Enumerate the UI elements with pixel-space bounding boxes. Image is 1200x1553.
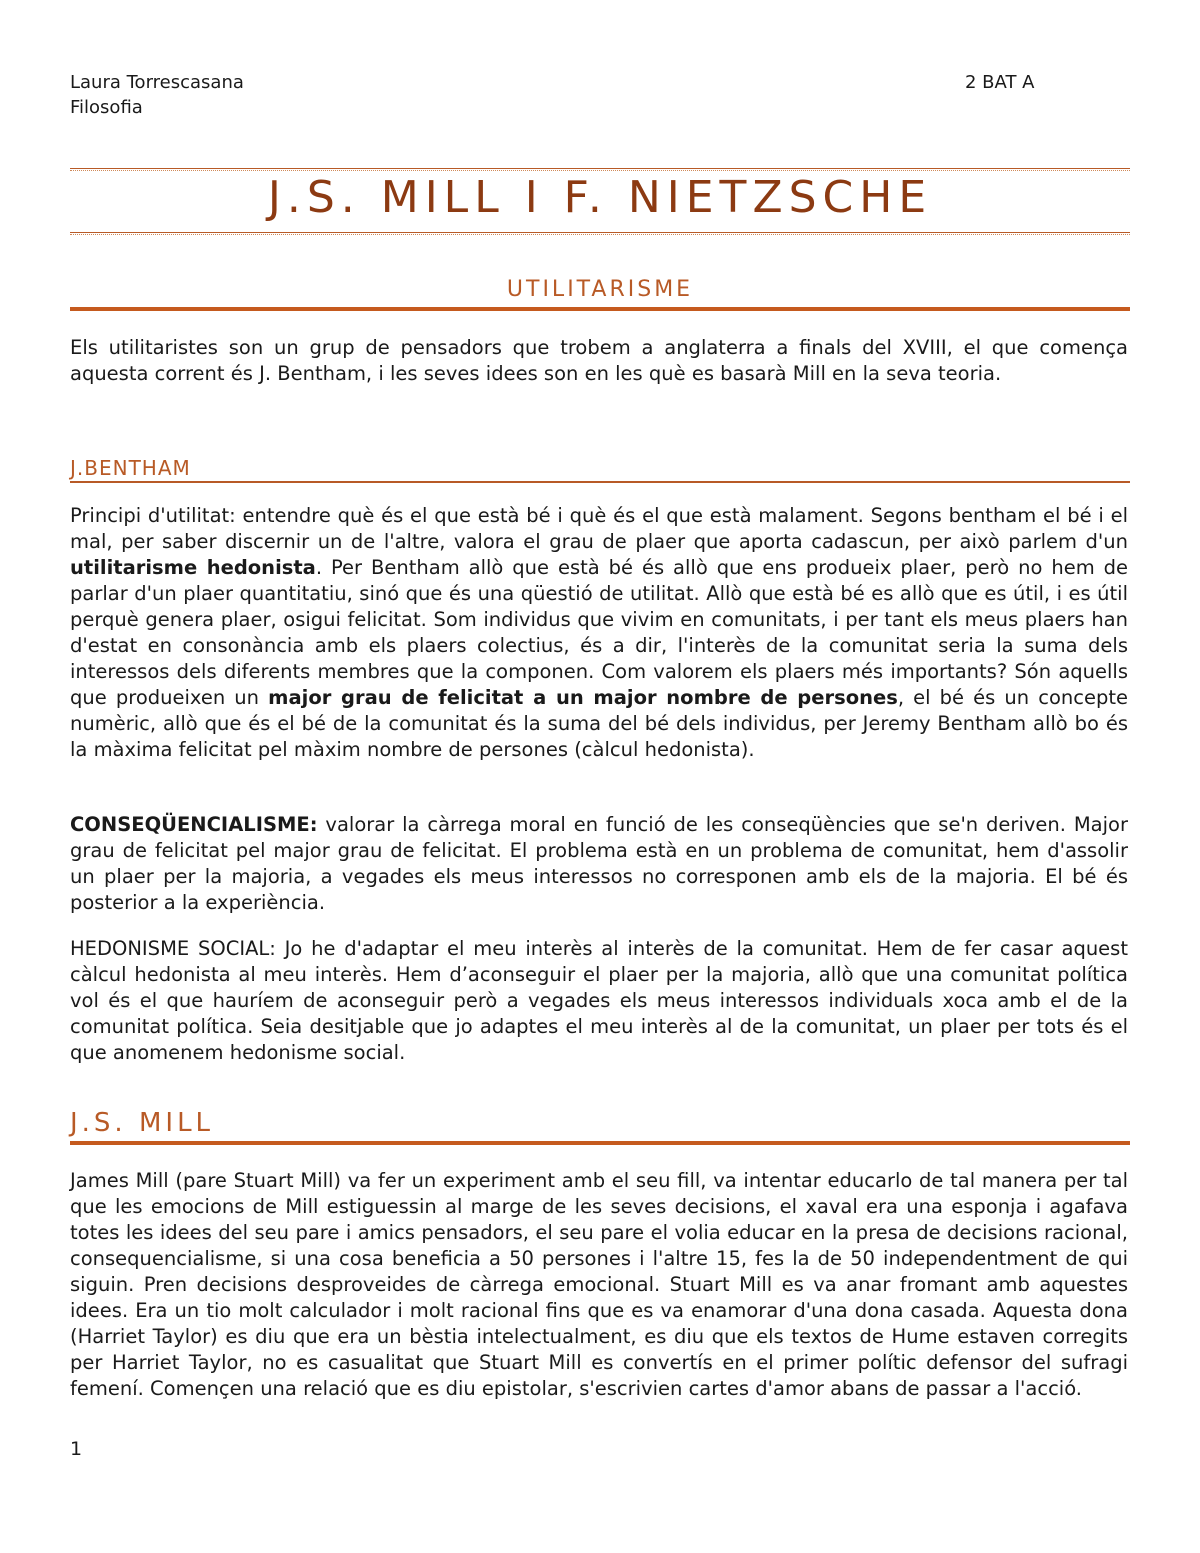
bold-term: major grau de felicitat a un major nombre de persones bbox=[268, 686, 898, 709]
heading-bentham: J.BENTHAM bbox=[70, 456, 191, 480]
class-group: 2 BAT A bbox=[965, 72, 1035, 93]
text-run: valorar la càrrega moral en funció de les conseqüències que se'n deriven. Major grau de felicitat pel major grau de felicitat. El problema està en un problema de comunitat, hem d'assolir un plaer per la majoria, a vegades els meus interessos no corresponen amb els de la majoria. El bé és posterior a la experiència. bbox=[70, 813, 1128, 914]
document-header bbox=[70, 70, 1130, 120]
heading-utilitarisme: UTILITARISME bbox=[506, 277, 694, 302]
paragraph-mill: James Mill (pare Stuart Mill) va fer un experiment amb el seu fill, va intentar educarlo de tal manera per tal que les emocions de Mill estiguessin al marge de les seves decisions, el xaval era una esponja i agafava totes les idees del seu pare i amics pensadors, el seu pare el volia educar en la presa de decisions racional, consequencialisme, si una cosa beneficia a 50 persones i l'altre 15, fes la de 50 independentment de qui siguin. Pren decisions desproveides de càrrega emocional. Stuart Mill es va anar fromant amb aquestes idees. Era un tio molt calculador i molt racional fins que es va enamorar d'una dona casada. Aquesta dona (Harriet Taylor) es diu que era un bèstia intelectualment, es diu que els textos de Hume estaven corregits per Harriet Taylor, no es casualitat que Stuart Mill es convertís en el primer polític defensor del sufragi femení. Començen una relació que es diu epistolar, s'escrivien cartes d'amor abans de passar a l'acció. bbox=[70, 1169, 1128, 1400]
author-name: Laura Torrescasana bbox=[70, 72, 244, 93]
heading-rule-bentham bbox=[70, 481, 1130, 483]
page-number: 1 bbox=[70, 1438, 83, 1460]
document-page bbox=[70, 0, 1130, 1553]
paragraph-hedonisme-social: HEDONISME SOCIAL: Jo he d'adaptar el meu interès al interès de la comunitat. Hem de fer casar aquest càlcul hedonista al meu interès. Hem d’aconseguir el plaer per la majoria, allò que una comunitat política vol és el que hauríem de aconseguir però a vegades els meus interessos individuals xoca amb el de la comunitat política. Seia desitjable que jo adaptes el meu interès al de la comunitat, un plaer per tots és el que anomenem hedonisme social. bbox=[70, 937, 1128, 1064]
text-run: Principi d'utilitat: entendre què és el que està bé i què és el que està malament. Segons bentham el bé i el mal, per saber discernir un de l'altre, valora el grau de plaer que aporta cadascun, per això parlem d'un bbox=[70, 504, 1128, 553]
title-rule-top bbox=[70, 168, 1130, 169]
heading-rule-mill bbox=[70, 1141, 1130, 1145]
paragraph-utilitarisme: Els utilitaristes son un grup de pensadors que trobem a anglaterra a finals del XVIII, el que comença aquesta corrent és J. Bentham, i les seves idees son en les què es basarà Mill en la seva teoria. bbox=[70, 336, 1128, 385]
heading-mill: J.S. MILL bbox=[70, 1108, 215, 1138]
title-rule-bottom bbox=[70, 232, 1130, 233]
bold-term: utilitarisme hedonista bbox=[70, 556, 316, 579]
paragraph-consequencialisme bbox=[70, 812, 1128, 916]
subject-name: Filosofia bbox=[70, 97, 143, 118]
text-run: . Per Bentham allò que està bé és allò que ens produeix plaer, però no hem de parlar d'un plaer quantitatiu, sinó que és una qüestió de utilitat. Allò que està bé es allò que es útil, i es útil perquè genera plaer, osigui felicitat. Som individus que vivim en comunitats, i per tant els meus plaers han d'estat en consonància amb els plaers colectius, és a dir, l'interès de la comunitat seria la suma dels interessos dels diferents membres que la componen. Com valorem els plaers més importants? Són aquells que produeixen un bbox=[70, 556, 1128, 709]
heading-rule-utilitarisme bbox=[70, 307, 1130, 311]
bold-term: CONSEQÜENCIALISME: bbox=[70, 813, 318, 836]
text-run: , el bé és un concepte numèric, allò que és el bé de la comunitat és la suma del bé dels individus, per Jeremy Bentham allò bo és la màxima felicitat pel màxim nombre de persones (càlcul hedonista). bbox=[70, 686, 1128, 761]
document-title: J.S. MILL I F. NIETZSCHE bbox=[267, 172, 933, 223]
paragraph-bentham-principle bbox=[70, 503, 1128, 763]
